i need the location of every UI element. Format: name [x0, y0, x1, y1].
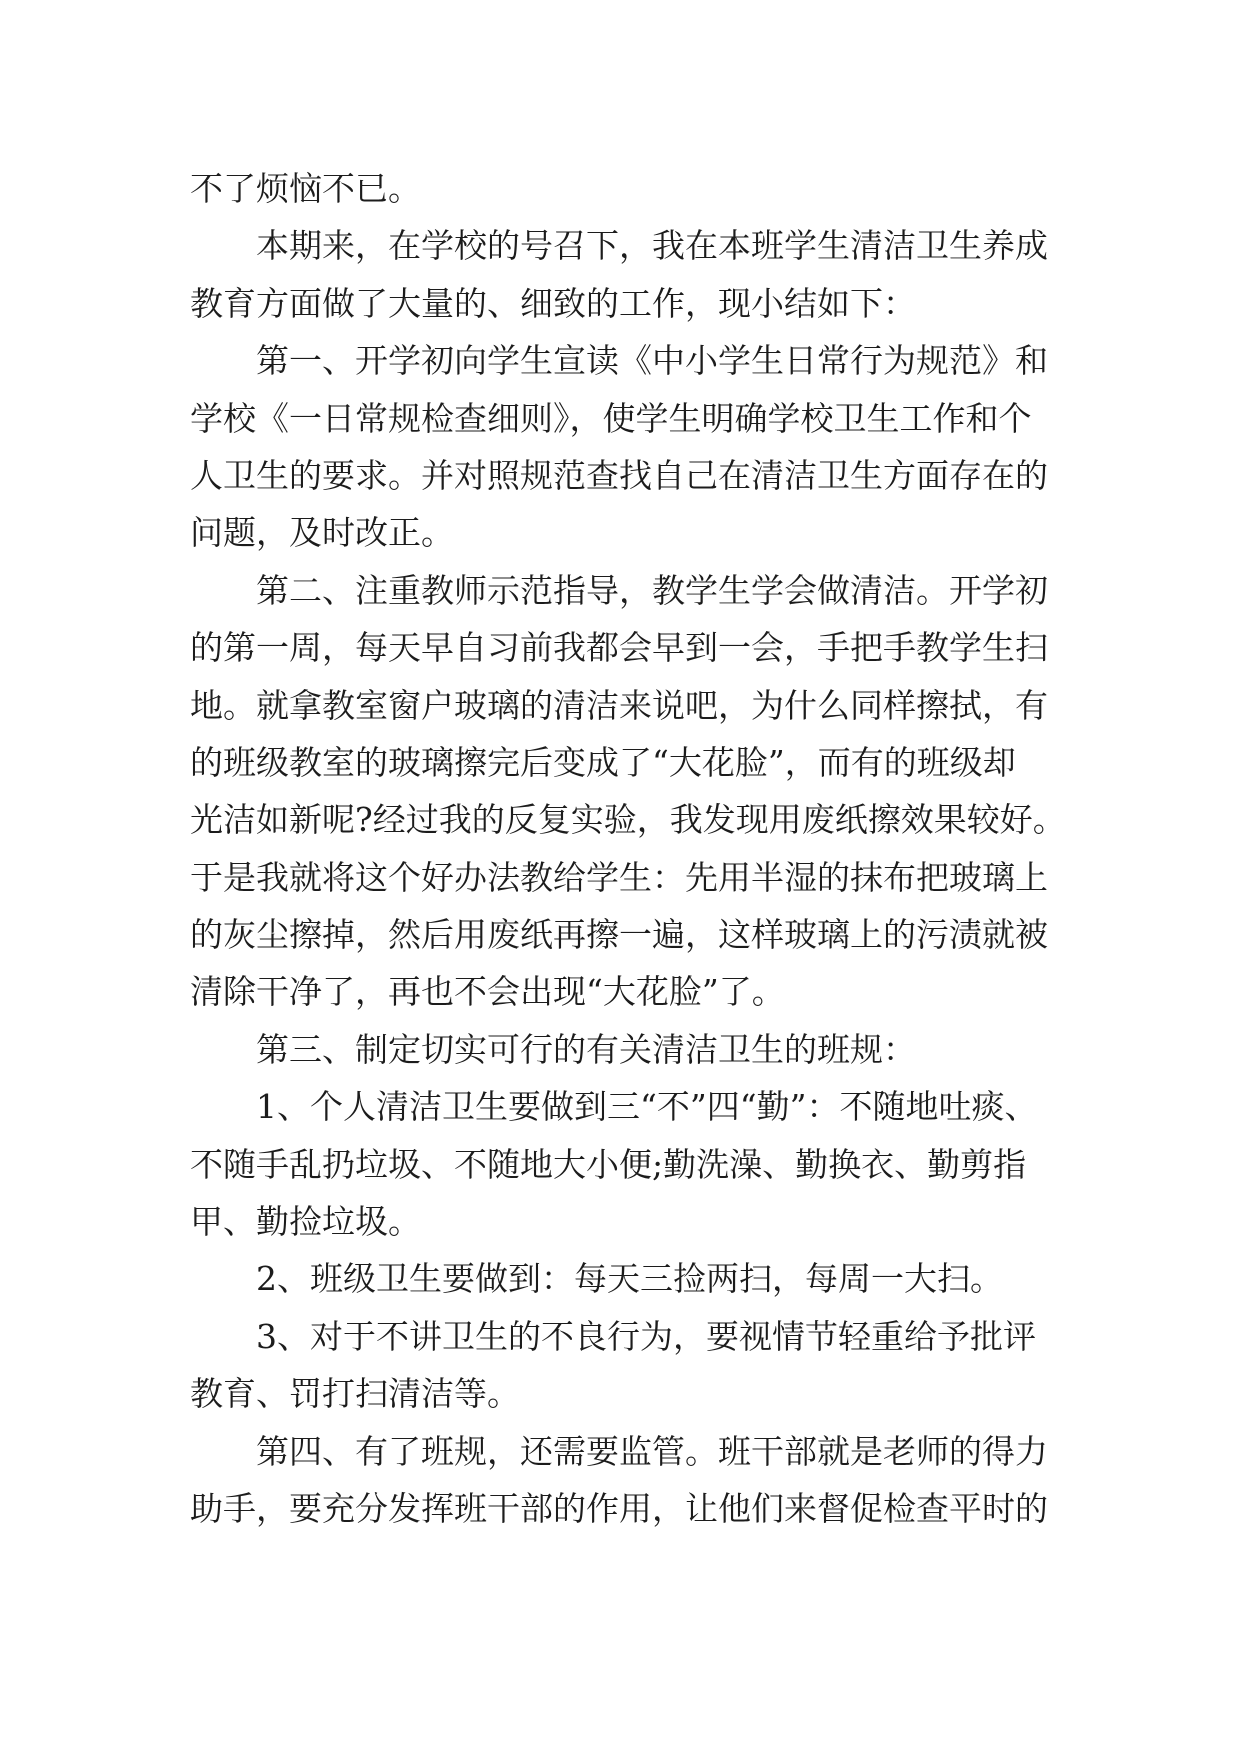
text-line: 的班级教室的玻璃擦完后变成了“大花脸”，而有的班级却 [190, 742, 1016, 782]
paragraph-start-line: 第四、有了班规，还需要监管。班干部就是老师的得力 [256, 1431, 1048, 1471]
paragraph-start-line: 本期来，在学校的号召下，我在本班学生清洁卫生养成 [256, 226, 1048, 266]
paragraph-start-line: 第一、开学初向学生宣读《中小学生日常行为规范》和 [256, 341, 1048, 381]
paragraph-start-line: 2、班级卫生要做到：每天三捡两扫，每周一大扫。 [256, 1259, 1003, 1299]
text-line: 于是我就将这个好办法教给学生：先用半湿的抹布把玻璃上 [190, 857, 1048, 897]
text-line: 清除干净了，再也不会出现“大花脸”了。 [190, 972, 785, 1012]
text-line: 助手，要充分发挥班干部的作用，让他们来督促检查平时的 [190, 1488, 1048, 1528]
text-line: 人卫生的要求。并对照规范查找自己在清洁卫生方面存在的 [190, 455, 1048, 495]
text-line: 光洁如新呢?经过我的反复实验，我发现用废纸擦效果较好。 [190, 800, 1066, 840]
paragraph-start-line: 第二、注重教师示范指导，教学生学会做清洁。开学初 [256, 570, 1048, 610]
text-line: 甲、勤捡垃圾。 [190, 1202, 421, 1242]
text-line: 学校《一日常规检查细则》，使学生明确学校卫生工作和个 [190, 398, 1032, 438]
text-line: 问题，及时改正。 [190, 513, 454, 553]
paragraph-start-line: 第三、制定切实可行的有关清洁卫生的班规： [256, 1029, 916, 1069]
text-line: 地。就拿教室窗户玻璃的清洁来说吧，为什么同样擦拭，有 [190, 685, 1048, 725]
paragraph-start-line: 3、对于不讲卫生的不良行为，要视情节轻重给予批评 [256, 1316, 1036, 1356]
text-line: 教育、罚打扫清洁等。 [190, 1374, 520, 1414]
paragraph-start-line: 1、个人清洁卫生要做到三“不”四“勤”：不随地吐痰、 [256, 1087, 1038, 1127]
text-line: 不随手乱扔垃圾、不随地大小便;勤洗澡、勤换衣、勤剪指 [190, 1144, 1027, 1184]
text-line: 不了烦恼不已。 [190, 169, 421, 208]
text-line: 教育方面做了大量的、细致的工作，现小结如下： [190, 283, 916, 323]
text-line: 的第一周，每天早自习前我都会早到一会，手把手教学生扫 [190, 628, 1048, 668]
document-body [190, 160, 1066, 1537]
text-line: 的灰尘擦掉，然后用废纸再擦一遍，这样玻璃上的污渍就被 [190, 915, 1048, 955]
